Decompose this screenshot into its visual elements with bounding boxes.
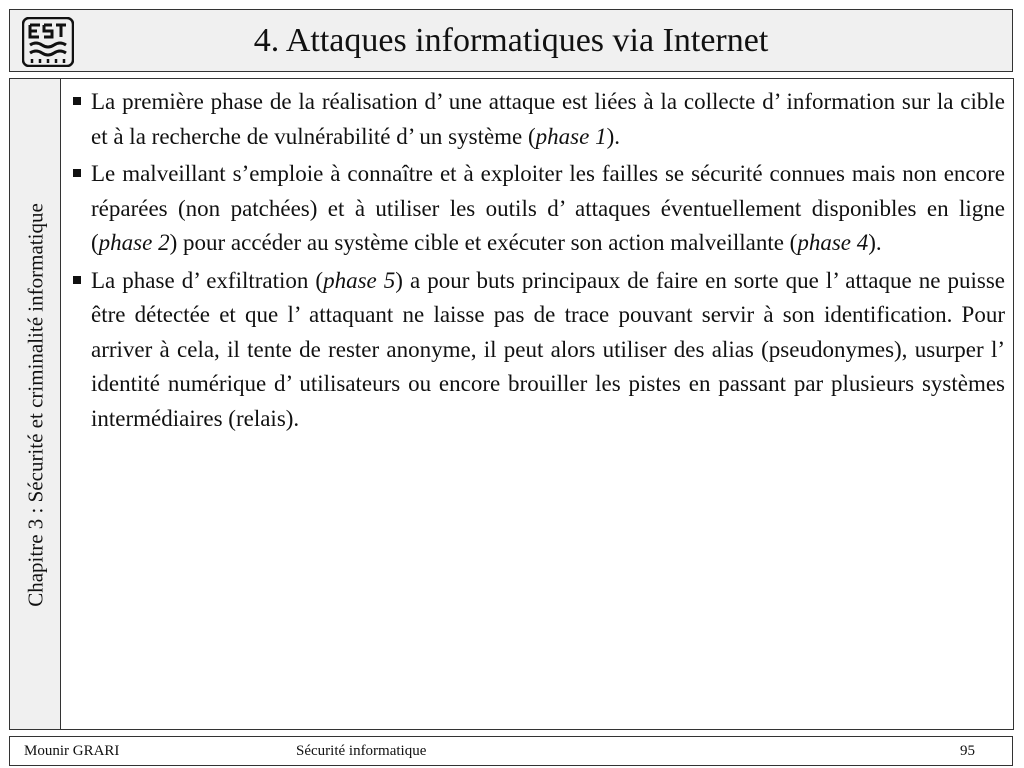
chapter-sidebar [9, 78, 61, 730]
page-number: 95 [960, 743, 975, 759]
slide-footer [9, 736, 1013, 766]
chapter-label: Chapitre 3 : Sécurité et criminalité informatique [23, 203, 48, 607]
bullet-text [91, 89, 1005, 149]
phase-reference: phase 4 [797, 230, 869, 255]
square-bullet-icon [73, 169, 81, 177]
bullet-text [91, 268, 1005, 431]
phase-reference: phase 1 [535, 123, 607, 149]
footer-author: Mounir GRARI [24, 743, 120, 759]
bullet-segment: La première phase de la réalisation d’ une attaque est liées à la collecte d’ information sur la cible et à la recherche de vulnérabilité d’ un système ( [91, 89, 1005, 149]
phase-reference: phase 5 [323, 267, 396, 293]
phase-reference: phase 2 [98, 230, 170, 255]
footer-course: Sécurité informatique [296, 743, 427, 759]
bullet-segment: ) pour accéder au système cible et exécuter son action malveillante ( [169, 230, 798, 255]
bullet-segment: Le malveillant s’emploie à connaître et à exploiter les failles se sécurité connues mais non encore réparées (non patchées) et à utiliser les outils d’ attaques éventuellement disponibles en ligne ( [91, 161, 1005, 255]
square-bullet-icon [73, 97, 81, 105]
bullet-item [71, 264, 1005, 437]
bullet-segment: ). [606, 123, 621, 149]
bullet-item [71, 85, 1005, 154]
slide-title: 4. Attaques informatiques via Internet [253, 22, 769, 59]
square-bullet-icon [73, 276, 81, 284]
bullet-text [91, 161, 1005, 255]
bullet-list [71, 85, 1005, 439]
slide-header [9, 9, 1013, 72]
bullet-segment: La phase d’ exfiltration ( [91, 267, 324, 293]
bullet-segment: ). [868, 230, 882, 255]
bullet-item [71, 157, 1005, 261]
bullet-segment: ) a pour buts principaux de faire en sorte que l’ attaque ne puisse être détectée et que l’ attaquant ne laisse pas de trace pouvant servir à son identification. Pour arriver à cela, il tente de rester anonyme, il peut alors utiliser des alias (pseudonymes), usurper l’ identité numérique d’ utilisateurs ou encore brouiller les pistes en passant par plusieurs systèmes intermédiaires (relais). [91, 267, 1005, 431]
slide-content [60, 78, 1014, 730]
